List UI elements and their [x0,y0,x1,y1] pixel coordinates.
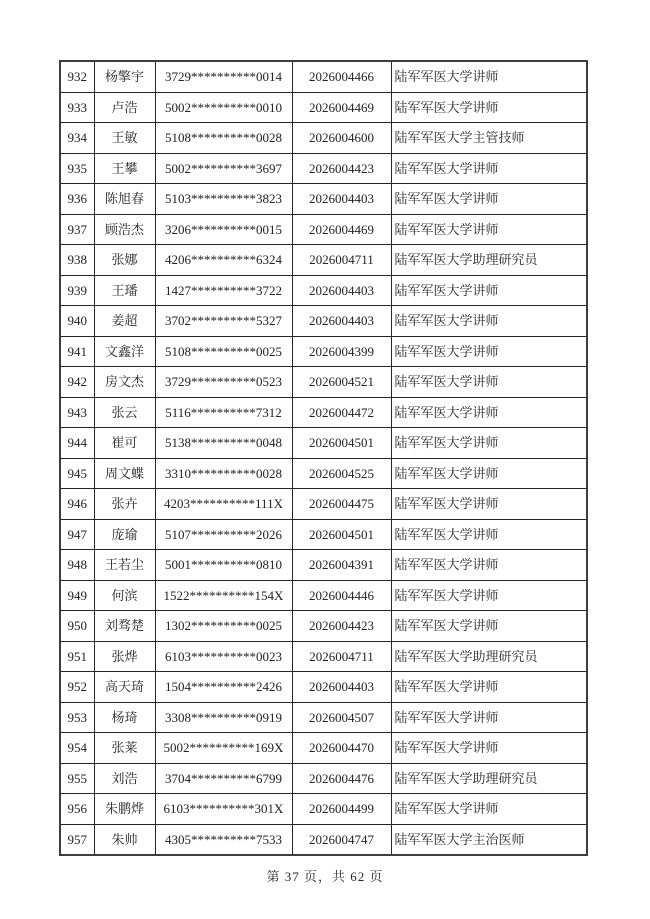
table-row [60,794,587,825]
page-number-footer: 第 37 页，共 62 页 [266,869,384,884]
cell-title: 陆军军医大学助理研究员 [391,641,587,672]
cell-row-number: 955 [60,763,94,794]
cell-name: 张莱 [94,733,155,764]
cell-row-number: 939 [60,275,94,306]
cell-name: 高天琦 [94,672,155,703]
cell-row-number: 949 [60,580,94,611]
cell-title: 陆军军医大学讲师 [391,580,587,611]
cell-name: 王敏 [94,123,155,154]
cell-row-number: 944 [60,428,94,459]
cell-id-masked: 5108**********0028 [155,123,292,154]
cell-code: 2026004711 [292,245,391,276]
cell-id-masked: 4305**********7533 [155,824,292,855]
cell-code: 2026004423 [292,611,391,642]
cell-title: 陆军军医大学主管技师 [391,123,587,154]
table-row [60,672,587,703]
cell-row-number: 954 [60,733,94,764]
cell-code: 2026004469 [292,92,391,123]
cell-row-number: 946 [60,489,94,520]
table-row [60,275,587,306]
cell-title: 陆军军医大学讲师 [391,428,587,459]
cell-name: 刘骛楚 [94,611,155,642]
cell-title: 陆军军医大学讲师 [391,61,587,92]
cell-code: 2026004521 [292,367,391,398]
table-row [60,245,587,276]
cell-code: 2026004470 [292,733,391,764]
cell-title: 陆军军医大学讲师 [391,184,587,215]
table-row [60,184,587,215]
cell-name: 周文蝶 [94,458,155,489]
cell-name: 姜超 [94,306,155,337]
cell-row-number: 936 [60,184,94,215]
table-row [60,92,587,123]
cell-row-number: 935 [60,153,94,184]
cell-id-masked: 5001**********0810 [155,550,292,581]
cell-id-masked: 1522**********154X [155,580,292,611]
cell-id-masked: 4206**********6324 [155,245,292,276]
cell-id-masked: 1504**********2426 [155,672,292,703]
cell-title: 陆军军医大学讲师 [391,733,587,764]
cell-name: 张卉 [94,489,155,520]
cell-name: 卢浩 [94,92,155,123]
cell-row-number: 943 [60,397,94,428]
cell-code: 2026004403 [292,184,391,215]
table-row [60,641,587,672]
cell-title: 陆军军医大学讲师 [391,275,587,306]
cell-title: 陆军军医大学讲师 [391,702,587,733]
cell-id-masked: 3206**********0015 [155,214,292,245]
table-row [60,702,587,733]
table-row [60,824,587,855]
table-row [60,550,587,581]
cell-title: 陆军军医大学讲师 [391,550,587,581]
cell-name: 顾浩杰 [94,214,155,245]
cell-row-number: 950 [60,611,94,642]
cell-name: 王璠 [94,275,155,306]
cell-title: 陆军军医大学助理研究员 [391,245,587,276]
cell-title: 陆军军医大学讲师 [391,336,587,367]
table-row [60,214,587,245]
cell-id-masked: 1302**********0025 [155,611,292,642]
cell-title: 陆军军医大学讲师 [391,519,587,550]
cell-id-masked: 6103**********0023 [155,641,292,672]
cell-title: 陆军军医大学讲师 [391,458,587,489]
cell-id-masked: 4203**********111X [155,489,292,520]
cell-code: 2026004403 [292,275,391,306]
cell-code: 2026004446 [292,580,391,611]
personnel-roster-body [60,61,587,855]
table-row [60,153,587,184]
cell-title: 陆军军医大学讲师 [391,92,587,123]
cell-row-number: 952 [60,672,94,703]
table-row [60,763,587,794]
cell-code: 2026004466 [292,61,391,92]
table-row [60,336,587,367]
cell-title: 陆军军医大学主治医师 [391,824,587,855]
cell-name: 张云 [94,397,155,428]
cell-id-masked: 3729**********0523 [155,367,292,398]
cell-row-number: 945 [60,458,94,489]
cell-id-masked: 5002**********169X [155,733,292,764]
cell-name: 张烨 [94,641,155,672]
cell-name: 张娜 [94,245,155,276]
cell-title: 陆军军医大学讲师 [391,153,587,184]
table-row [60,428,587,459]
cell-id-masked: 6103**********301X [155,794,292,825]
cell-code: 2026004399 [292,336,391,367]
cell-code: 2026004469 [292,214,391,245]
cell-code: 2026004600 [292,123,391,154]
cell-title: 陆军军医大学讲师 [391,672,587,703]
cell-name: 庞瑜 [94,519,155,550]
cell-row-number: 942 [60,367,94,398]
cell-row-number: 951 [60,641,94,672]
cell-code: 2026004501 [292,519,391,550]
cell-row-number: 933 [60,92,94,123]
cell-name: 刘浩 [94,763,155,794]
cell-row-number: 940 [60,306,94,337]
cell-row-number: 941 [60,336,94,367]
cell-id-masked: 3729**********0014 [155,61,292,92]
table-row [60,519,587,550]
cell-title: 陆军军医大学讲师 [391,397,587,428]
cell-name: 崔可 [94,428,155,459]
table-row [60,306,587,337]
cell-id-masked: 3702**********5327 [155,306,292,337]
cell-id-masked: 3704**********6799 [155,763,292,794]
cell-row-number: 934 [60,123,94,154]
cell-row-number: 956 [60,794,94,825]
cell-id-masked: 5103**********3823 [155,184,292,215]
cell-id-masked: 5002**********0010 [155,92,292,123]
cell-code: 2026004472 [292,397,391,428]
cell-id-masked: 5108**********0025 [155,336,292,367]
cell-row-number: 947 [60,519,94,550]
cell-code: 2026004499 [292,794,391,825]
table-row [60,397,587,428]
cell-code: 2026004403 [292,672,391,703]
cell-name: 王若尘 [94,550,155,581]
cell-title: 陆军军医大学讲师 [391,489,587,520]
cell-name: 文鑫洋 [94,336,155,367]
cell-id-masked: 1427**********3722 [155,275,292,306]
cell-title: 陆军军医大学助理研究员 [391,763,587,794]
personnel-roster-table [59,60,588,856]
cell-title: 陆军军医大学讲师 [391,367,587,398]
table-row [60,367,587,398]
cell-code: 2026004403 [292,306,391,337]
cell-code: 2026004507 [292,702,391,733]
cell-row-number: 948 [60,550,94,581]
table-row [60,580,587,611]
cell-title: 陆军军医大学讲师 [391,214,587,245]
cell-name: 陈旭春 [94,184,155,215]
cell-id-masked: 3308**********0919 [155,702,292,733]
cell-title: 陆军军医大学讲师 [391,611,587,642]
cell-code: 2026004476 [292,763,391,794]
table-row [60,489,587,520]
cell-code: 2026004501 [292,428,391,459]
cell-row-number: 938 [60,245,94,276]
cell-title: 陆军军医大学讲师 [391,306,587,337]
cell-code: 2026004391 [292,550,391,581]
cell-row-number: 953 [60,702,94,733]
cell-code: 2026004747 [292,824,391,855]
table-row [60,611,587,642]
cell-id-masked: 5002**********3697 [155,153,292,184]
cell-code: 2026004711 [292,641,391,672]
cell-code: 2026004525 [292,458,391,489]
cell-code: 2026004423 [292,153,391,184]
table-row [60,61,587,92]
cell-name: 朱鹏烨 [94,794,155,825]
cell-title: 陆军军医大学讲师 [391,794,587,825]
cell-id-masked: 5116**********7312 [155,397,292,428]
cell-id-masked: 3310**********0028 [155,458,292,489]
cell-row-number: 937 [60,214,94,245]
cell-row-number: 932 [60,61,94,92]
cell-name: 杨琦 [94,702,155,733]
cell-name: 朱帅 [94,824,155,855]
cell-id-masked: 5138**********0048 [155,428,292,459]
table-row [60,458,587,489]
cell-name: 王攀 [94,153,155,184]
cell-name: 杨擎宇 [94,61,155,92]
cell-name: 房文杰 [94,367,155,398]
cell-code: 2026004475 [292,489,391,520]
cell-row-number: 957 [60,824,94,855]
table-row [60,123,587,154]
cell-id-masked: 5107**********2026 [155,519,292,550]
table-row [60,733,587,764]
cell-name: 何滨 [94,580,155,611]
